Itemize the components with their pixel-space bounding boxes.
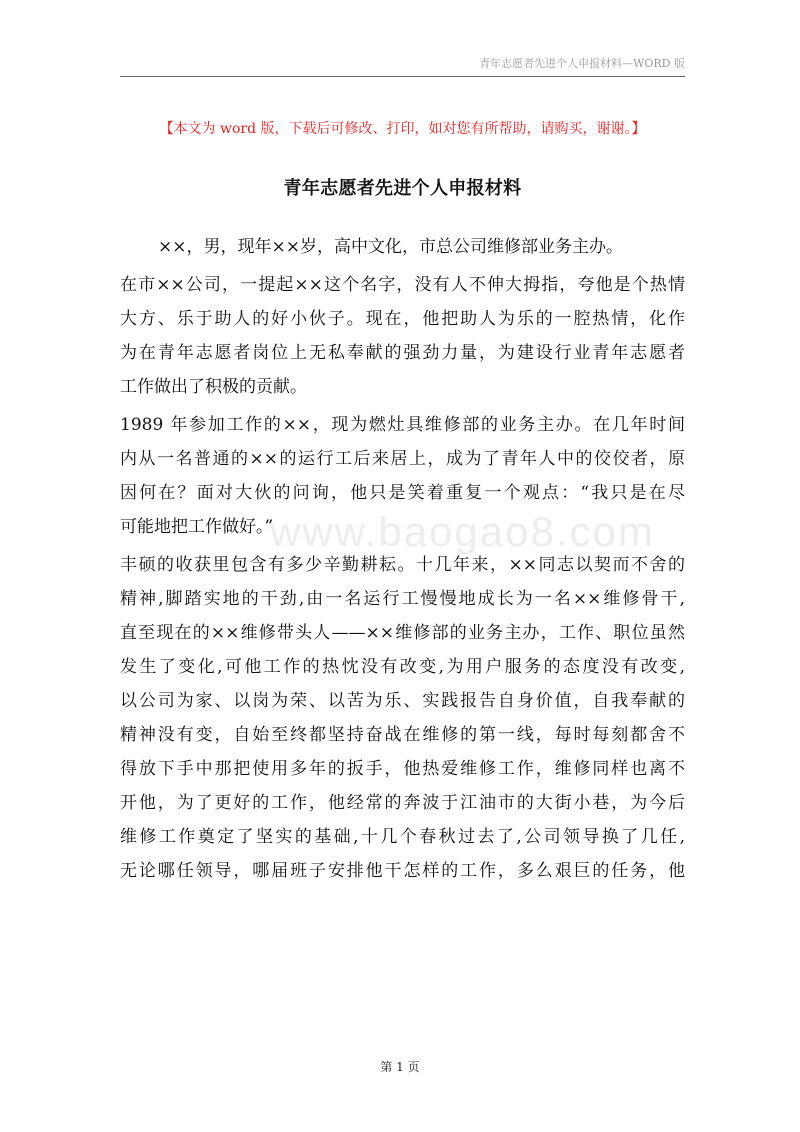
paragraph-4-line-9: 维修工作奠定了坚实的基础,十几个春秋过去了,公司领导换了几任, [120, 827, 685, 847]
page-number: 第 1 页 [380, 1060, 420, 1074]
paragraph-4-line-7: 得放下手中那把使用多年的扳手，他热爱维修工作，维修同样也离不 [120, 759, 685, 779]
download-notice: 【本文为 word 版，下载后可修改、打印，如对您有所帮助，请购买，谢谢。】 [159, 121, 646, 137]
document-body [120, 230, 685, 888]
paragraph-2-line-4: 工作做出了积极的贡献。 [120, 377, 307, 397]
paragraph-4-line-6: 精神没有变，自始至终都坚持奋战在维修的第一线，每时每刻都舍不 [120, 725, 685, 745]
paragraph-4-line-2: 精神,脚踏实地的干劲,由一名运行工慢慢地成长为一名××维修骨干, [120, 589, 685, 609]
page-header [120, 52, 685, 77]
paragraph-4-line-4: 发生了变化,可他工作的热忱没有改变,为用户服务的态度没有改变, [120, 657, 685, 677]
paragraph-4-line-1: 丰硕的收获里包含有多少辛勤耕耘。十几年来，××同志以契而不舍的 [120, 555, 685, 575]
paragraph-3-line-4: 可能地把工作做好。” [120, 517, 274, 537]
paragraph-1-line-1: ××，男，现年××岁，高中文化，市总公司维修部业务主办。 [158, 237, 623, 257]
paragraph-3-line-1: 1989 年参加工作的××，现为燃灶具维修部的业务主办。在几年时间 [120, 415, 685, 435]
paragraph-3-line-3: 因何在？面对大伙的问询，他只是笑着重复一个观点：“我只是在尽 [120, 483, 685, 503]
paragraph-4-line-5: 以公司为家、以岗为荣、以苦为乐、实践报告自身价值，自我奉献的 [120, 691, 685, 711]
paragraph-2-line-3: 为在青年志愿者岗位上无私奉献的强劲力量，为建设行业青年志愿者 [120, 343, 685, 363]
paragraph-2-line-1: 在市××公司，一提起××这个名字，没有人不伸大拇指，夸他是个热情 [120, 275, 685, 295]
document-title: 青年志愿者先进个人申报材料 [283, 178, 522, 199]
paragraph-4-line-10: 无论哪任领导，哪届班子安排他干怎样的工作，多么艰巨的任务，他 [120, 861, 685, 881]
header-text: 青年志愿者先进个人申报材料—WORD 版 [479, 57, 685, 70]
paragraph-3-line-2: 内从一名普通的××的运行工后来居上，成为了青年人中的佼佼者，原 [120, 449, 685, 469]
paragraph-2-line-2: 大方、乐于助人的好小伙子。现在，他把助人为乐的一腔热情，化作 [120, 309, 685, 329]
watermark: www.baogao8.com [270, 508, 655, 555]
paragraph-4-line-3: 直至现在的××维修带头人——××维修部的业务主办，工作、职位虽然 [120, 623, 685, 643]
paragraph-4-line-8: 开他，为了更好的工作，他经常的奔波于江油市的大街小巷，为今后 [120, 793, 685, 813]
